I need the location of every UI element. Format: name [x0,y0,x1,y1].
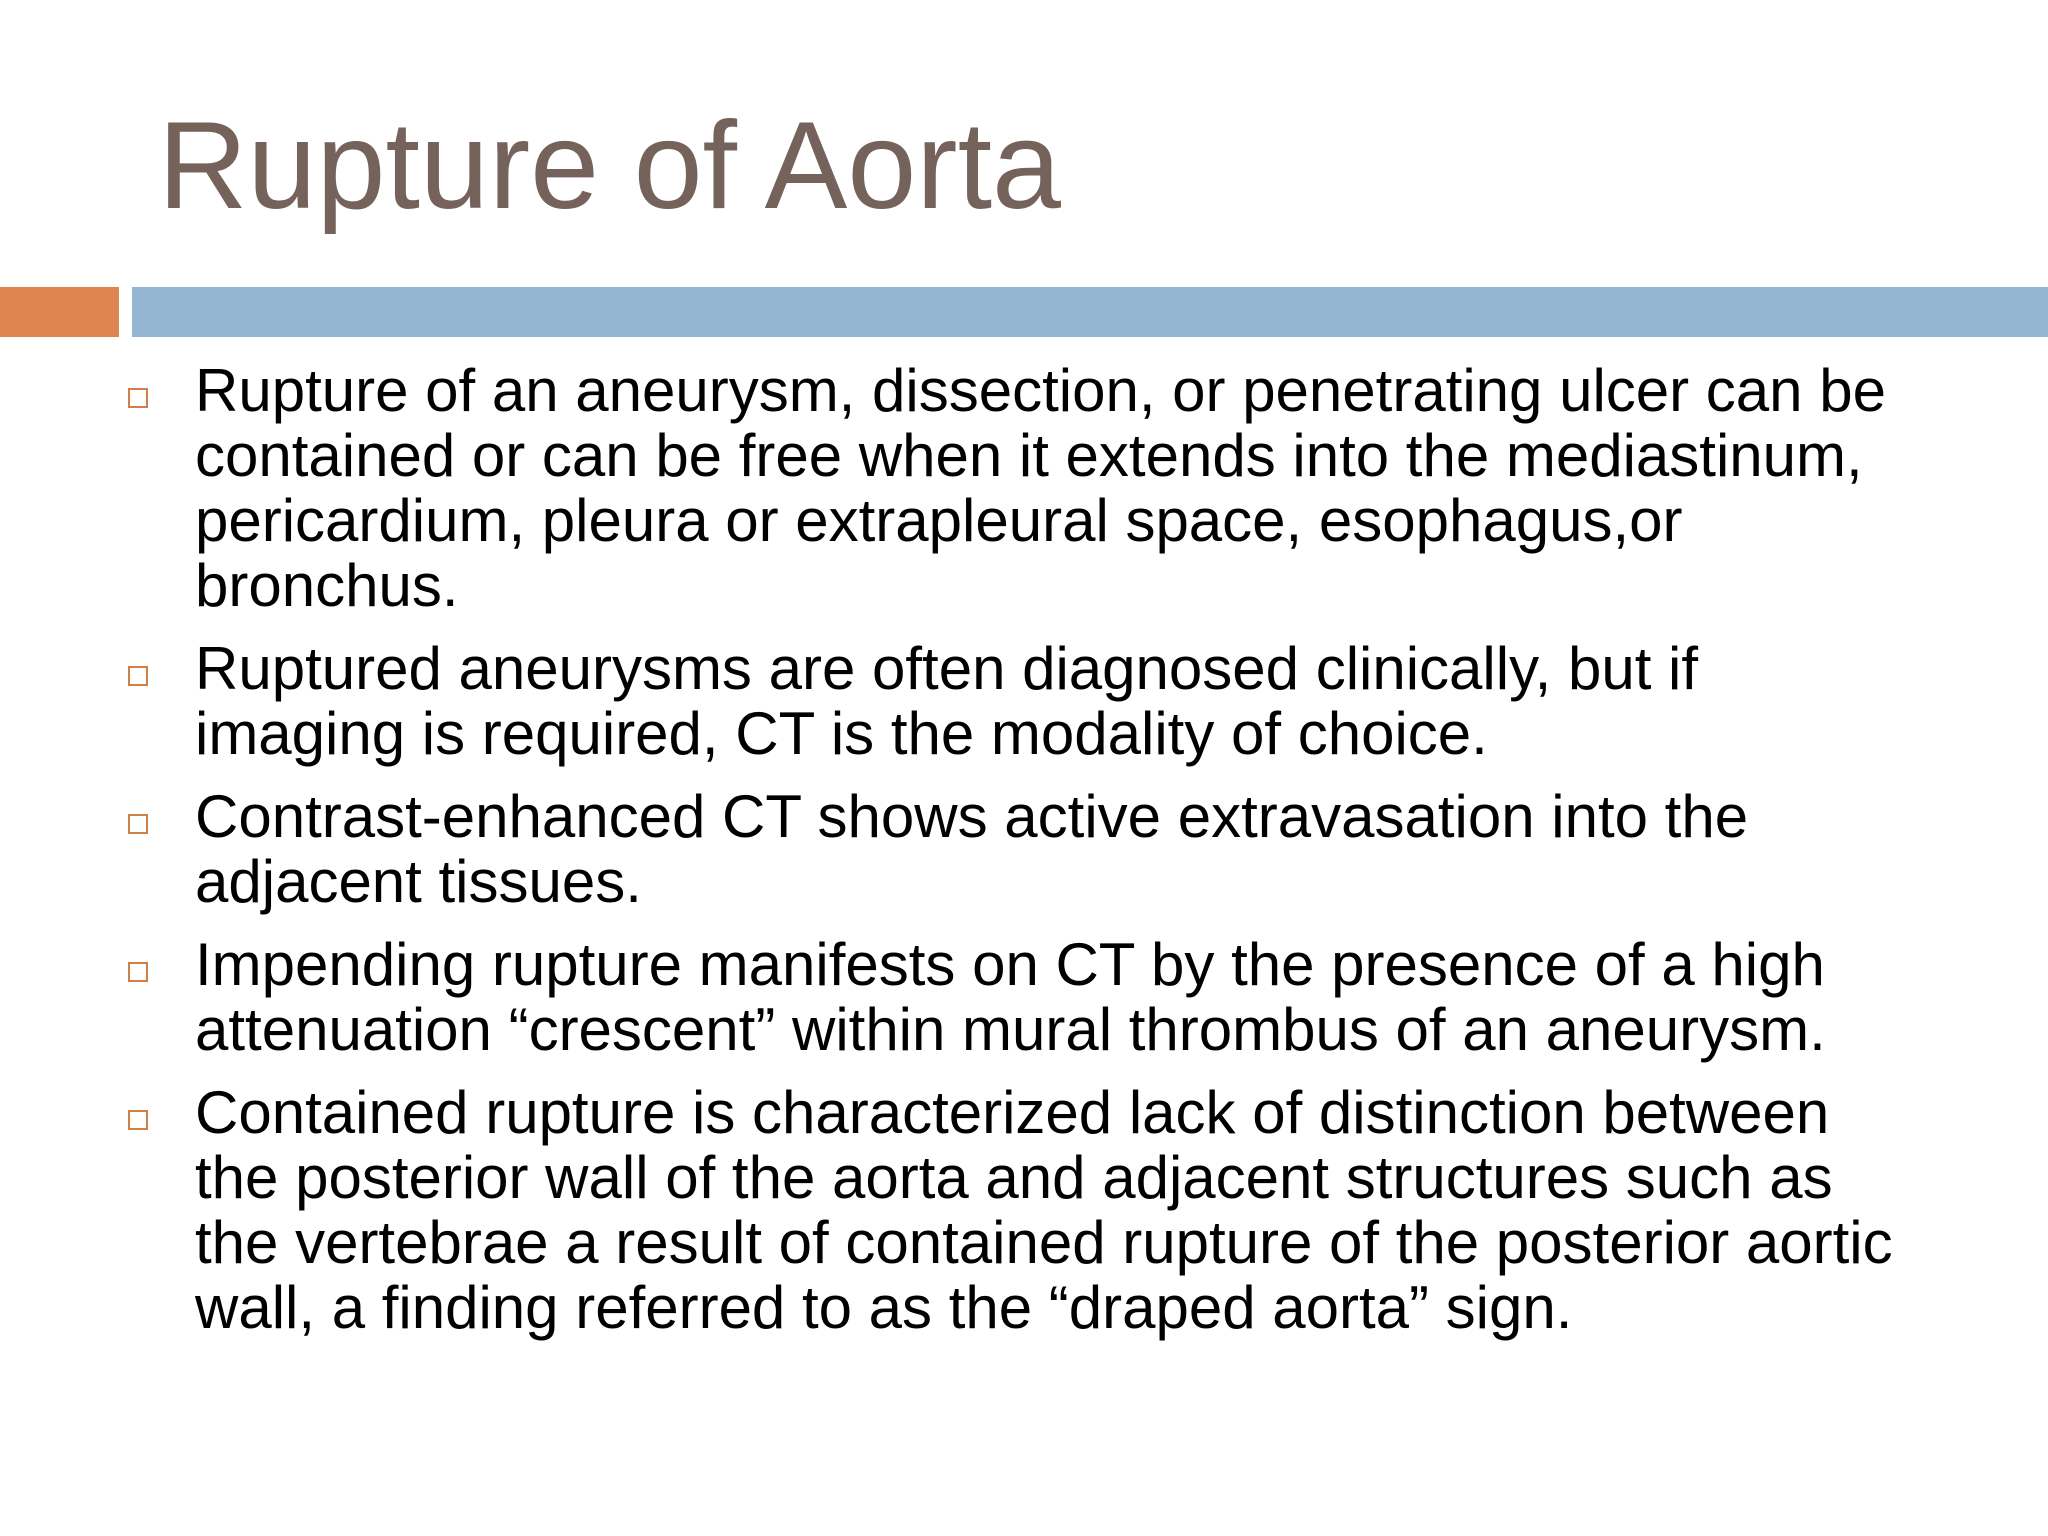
bullet-text: Rupture of an aneurysm, dissection, or penetrating ulcer can be contained or can be free when it extends into the mediastinum, pericardium, pleura or extrapleural space, esophagus,or bronchus. [195,357,1886,619]
bullet-text: Impending rupture manifests on CT by the presence of a high attenuation “crescent” within mural thrombus of an aneurysm. [195,931,1826,1063]
bullet-text: Ruptured aneurysms are often diagnosed clinically, but if imaging is required, CT is the modality of choice. [195,635,1699,767]
bullet-item [124,636,1924,766]
bullet-text: Contrast-enhanced CT shows active extravasation into the adjacent tissues. [195,783,1749,915]
hollow-square-bullet-icon [128,388,148,408]
slide-title: Rupture of Aorta [158,97,1061,235]
bullet-list [124,358,1924,1358]
hollow-square-bullet-icon [128,814,148,834]
bullet-item [124,358,1924,618]
bullet-item [124,1080,1924,1340]
hollow-square-bullet-icon [128,962,148,982]
title-accent-bar [0,287,119,337]
title-divider-bar [132,287,2048,337]
hollow-square-bullet-icon [128,666,148,686]
bullet-text: Contained rupture is characterized lack of distinction between the posterior wall of the aorta and adjacent structures such as the vertebrae a result of contained rupture of the posterior aortic wall, a finding referred to as the “draped aorta” sign. [195,1079,1893,1341]
bullet-item [124,784,1924,914]
hollow-square-bullet-icon [128,1110,148,1130]
bullet-item [124,932,1924,1062]
